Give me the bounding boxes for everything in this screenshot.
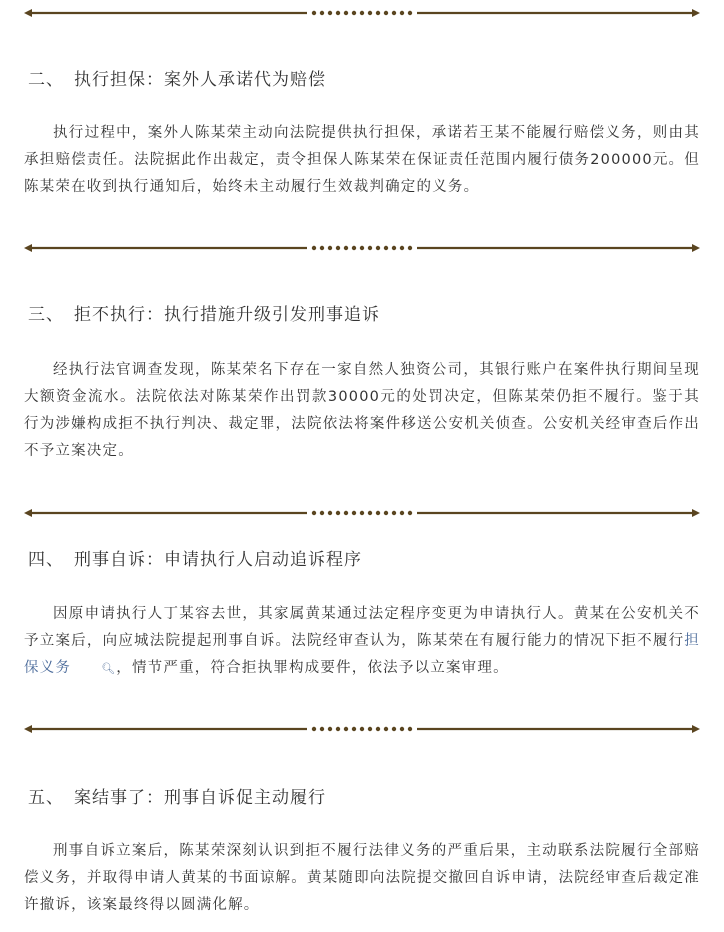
title-highlight: 偿	[308, 69, 326, 90]
ornament-divider-icon	[22, 722, 702, 736]
title-highlight: 追诉	[344, 304, 380, 325]
section-paragraph: 执行过程中，案外人陈某荣主动向法院提供执行担保，承诺若王某不能履行赔偿义务，则由其承担赔偿责任。法院据此作出裁定，责令担保人陈某荣在保证责任范围内履行债务200000元。但陈某荣在收到执行通知后，始终未主动履行生效裁判确定的义务。	[24, 125, 700, 195]
section-title: 刑事自诉：申请执行人启动追诉程序	[74, 549, 362, 570]
section-paragraph: 经执行法官调查发现，陈某荣名下存在一家自然人独资公司，其银行账户在案件执行期间呈现大额资金流水。法院依法对陈某荣作出罚款30000元的处罚决定，但陈某荣仍拒不履行。鉴于其行为涉嫌构成拒不执行判决、裁定罪，法院依法将案件移送公安机关侦查。公安机关经审查后作出不予立案决定。	[24, 362, 700, 459]
section-heading	[28, 297, 380, 327]
section-divider	[22, 722, 702, 736]
guarantee-obligation-link[interactable]: 担保义务	[24, 633, 700, 676]
section-number: 二、	[28, 65, 64, 90]
section-paragraph: 因原申请执行人丁某容去世，其家属黄某通过法定程序变更为申请执行人。黄某在公安机关不予立案后，向应城法院提起刑事自诉。法院经审查认为，陈某荣在有履行能力的情况下拒不履行担保义务 🔍︎，情节严重，符合拒执罪构成要件，依法予以立案审理。	[24, 601, 700, 682]
section-divider	[22, 241, 702, 255]
section-heading	[28, 542, 362, 572]
section-title: 案结事了：刑事自诉促主动履行	[74, 787, 326, 808]
section-divider	[22, 506, 702, 520]
section-number: 五、	[28, 783, 64, 808]
section-number: 四、	[28, 545, 64, 570]
ornament-divider-icon	[22, 241, 702, 255]
section-number: 三、	[28, 300, 64, 325]
title-highlight: 履行	[290, 787, 326, 808]
section-heading	[28, 780, 326, 810]
title-highlight: 程序	[326, 549, 362, 570]
section-title: 执行担保：案外人承诺代为赔偿	[74, 69, 326, 90]
section-divider	[22, 6, 702, 20]
section-heading	[28, 62, 326, 92]
search-icon[interactable]: 🔍︎	[101, 662, 117, 675]
section-paragraph: 刑事自诉立案后，陈某荣深刻认识到拒不履行法律义务的严重后果，主动联系法院履行全部赔偿义务，并取得申请人黄某的书面谅解。黄某随即向法院提交撤回自诉申请，法院经审查后裁定准许撤诉，该案最终得以圆满化解。	[24, 843, 700, 913]
ornament-divider-icon	[22, 506, 702, 520]
ornament-divider-icon	[22, 6, 702, 20]
section-title: 拒不执行：执行措施升级引发刑事追诉	[74, 304, 380, 325]
